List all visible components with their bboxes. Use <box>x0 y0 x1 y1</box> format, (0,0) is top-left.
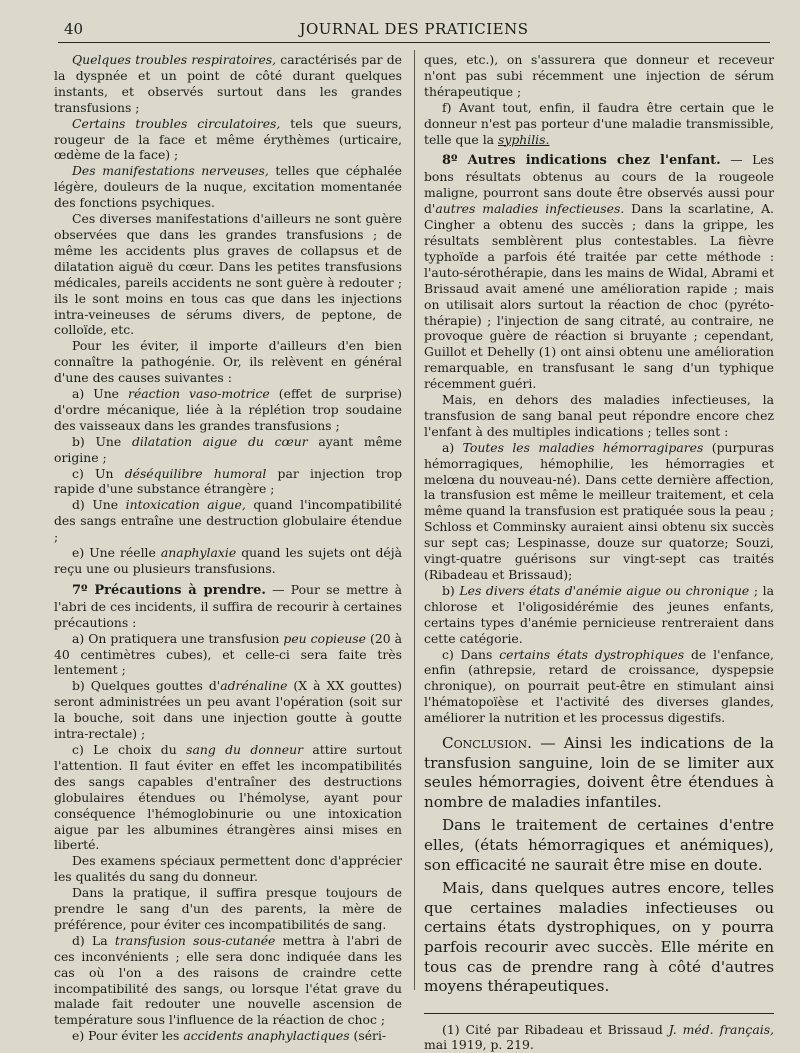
paragraph: Dans la pratique, il suffira presque toujours de prendre le sang d'un des parents, la mère de préférence, pour éviter ces incompatibilités de sang. <box>54 885 402 932</box>
column-divider <box>414 50 415 990</box>
conclusion-paragraph: Mais, dans quelques autres encore, telles que certaines maladies infectieuses ou certains états dystrophiques, on y pourra parfois recourir avec succès. Elle mérite en tous cas de prendre rang à côté d'autres moyens thérapeutiques. <box>424 879 774 996</box>
paragraph: Des manifestations nerveuses, telles que céphalée légère, douleurs de la nuque, excitation momentanée des fonctions psychiques. <box>54 163 402 211</box>
right-column <box>424 52 774 1053</box>
section-heading: 7º Précautions à prendre. <box>72 582 266 598</box>
list-item: d) Une intoxication aigue, quand l'incompatibilité des sangs entraîne une destruction globulaire étendue ; <box>54 497 402 545</box>
page-number: 40 <box>64 20 84 38</box>
conclusion-paragraph: Conclusion. — Ainsi les indications de la transfusion sanguine, loin de se limiter aux seules hémorragies, doivent être étendues à nombre de maladies infantiles. <box>424 734 774 811</box>
section-paragraph: 8º Autres indications chez l'enfant. — Les bons résultats obtenus au cours de la rougeole maligne, pourront sans doute être observés aussi pour d'autres maladies infectieuses. Dans la scarlatine, A. Cingher a obtenu des succès ; dans la grippe, les résultats semblèrent plus contestables. La fièvre typhoïde a parfois été traitée par cette méthode : l'auto-sérothérapie, dans les mains de Widal, Abrami et Brissaud avait amené une amélioration rapide ; mais on utilisait alors surtout la réaction de choc (pyréto-thérapie) ; l'injection de sang citraté, au contraire, ne provoque guère de réaction si bruyante ; cependant, Guillot et Dehelly (1) ont ainsi obtenu une amélioration remarquable, en transfusant le sang d'un typhique récemment guéri. <box>424 152 774 392</box>
list-item: e) Pour éviter les accidents anaphylactiques (séri- <box>72 1028 387 1044</box>
list-item: f) Avant tout, enfin, il faudra être certain que le donneur n'est pas porteur d'une maladie transmissible, telle que la syphilis. <box>424 99 774 147</box>
paragraph: Pour les éviter, il importe d'ailleurs d'en bien connaître la pathogénie. Or, ils relèvent en général d'une des causes suivantes : <box>54 338 402 386</box>
conclusion-paragraph: Dans le traitement de certaines d'entre elles, (états hémorragiques et anémiques), son efficacité ne saurait être mise en doute. <box>424 816 774 874</box>
section-heading: 8º Autres indications chez l'enfant. <box>442 153 721 169</box>
list-item: c) Un déséquilibre humoral par injection trop rapide d'une substance étrangère ; <box>54 465 403 497</box>
list-item: a) Toutes les maladies hémorragipares (purpuras hémorragiques, hémophilie, les hémorragies et melœna du nouveau-né). Dans cette dernière affection, la transfusion est même le meilleur traitement, et cela même quand la transfusion est pratiquée sous la peau ; Schloss et Comminsky auraient ainsi obtenu six succès sur sept cas; Lespinasse, douze sur quatorze; Souzi, vingt-quatre guérisons sur vingt-sept cas traités (Ribadeau et Brissaud); <box>424 439 774 582</box>
list-item: b) Quelques gouttes d'adrénaline (X à XX gouttes) seront administrées un peu avant l'opération (soit sur la bouche, soit dans une injection goutte à goutte intra-rectale) ; <box>54 678 403 742</box>
list-item: b) Une dilatation aigue du cœur ayant même origine ; <box>54 433 403 465</box>
footnote-rule <box>424 1013 774 1014</box>
list-item: e) Une réelle anaphylaxie quand les sujets ont déjà reçu une ou plusieurs transfusions. <box>54 545 402 576</box>
paragraph: Mais, en dehors des maladies infectieuses, la transfusion de sang banal peut répondre encore chez l'enfant à des multiples indications ; telles sont : <box>424 392 774 439</box>
list-item: c) Le choix du sang du donneur attire surtout l'attention. Il faut éviter en effet les incompatibilités des sangs capables d'entraîner des destructions globulaires étendues ou l'hémolyse, ayant pour conséquence l'hémoglobinurie ou une intoxication aigue par les albumines étrangères ainsi mises en liberté. <box>54 741 402 853</box>
list-item: a) Une réaction vaso-motrice (effet de surprise) d'ordre mécanique, liée à la réplétion trop soudaine des vaisseaux dans les grandes transfusions ; <box>54 386 402 433</box>
list-item: d) La transfusion sous-cutanée mettra à l'abri de ces inconvénients ; elle sera donc indiquée dans les cas où l'on a des raisons de craindre cette incompatibilité des sangs, ou lorsque l'état grave du malade fait redouter une nouvelle ascension de température sous l'influence de la réaction de choc ; <box>54 932 403 1028</box>
journal-title: JOURNAL DES PRATICIENS <box>299 20 529 38</box>
left-column <box>54 52 402 1044</box>
list-item: c) Dans certains états dystrophiques de l'enfance, enfin (athrepsie, retard de croissance, dyspepsie chronique), on pourrait peut-être en stimulant ainsi l'hématopoïèse et l'activité des diverses glandes, améliorer la nutrition et les processus digestifs. <box>424 646 774 726</box>
paragraph: Quelques troubles respiratoires, caractérisés par de la dyspnée et un point de côté durant quelques instants, et observés surtout dans les grandes transfusions ; <box>54 52 402 115</box>
list-item: b) Les divers états d'anémie aigue ou chronique ; la chlorose et l'oligosidérémie des jeunes enfants, certains types d'anémie pernicieuse rentreraient dans cette catégorie. <box>424 582 774 646</box>
running-header <box>58 18 770 43</box>
conclusion-heading: Conclusion. <box>442 734 533 753</box>
conclusion <box>424 734 774 997</box>
paragraph: ques, etc.), on s'assurera que donneur et receveur n'ont pas subi récemment une injection de sérum thérapeutique ; <box>424 52 774 99</box>
list-item: a) On pratiquera une transfusion peu copieuse (20 à 40 centimètres cubes), et celle-ci sera faite très lentement ; <box>54 630 402 678</box>
paragraph: Des examens spéciaux permettent donc d'apprécier les qualités du sang du donneur. <box>54 853 402 885</box>
paragraph: Certains troubles circulatoires, tels que sueurs, rougeur de la face et même érythèmes (urticaire, œdème de la face) ; <box>54 115 402 163</box>
paragraph: Ces diverses manifestations d'ailleurs ne sont guère observées que dans les grandes transfusions ; de même les accidents plus graves de collapsus et de dilatation aiguë du cœur. Dans les petites transfusions médicales, pareils accidents ne sont guère à redouter ; ils le sont moins en tous cas que dans les injections intra-veineuses de sérums divers, de peptone, de colloïde, etc. <box>54 211 402 338</box>
footnote: (1) Cité par Ribadeau et Brissaud J. méd. français, mai 1919, p. 219. <box>424 1021 774 1053</box>
section-paragraph: 7º Précautions à prendre. — Pour se mettre à l'abri de ces incidents, il suffira de recourir à certaines précautions : <box>54 581 403 630</box>
